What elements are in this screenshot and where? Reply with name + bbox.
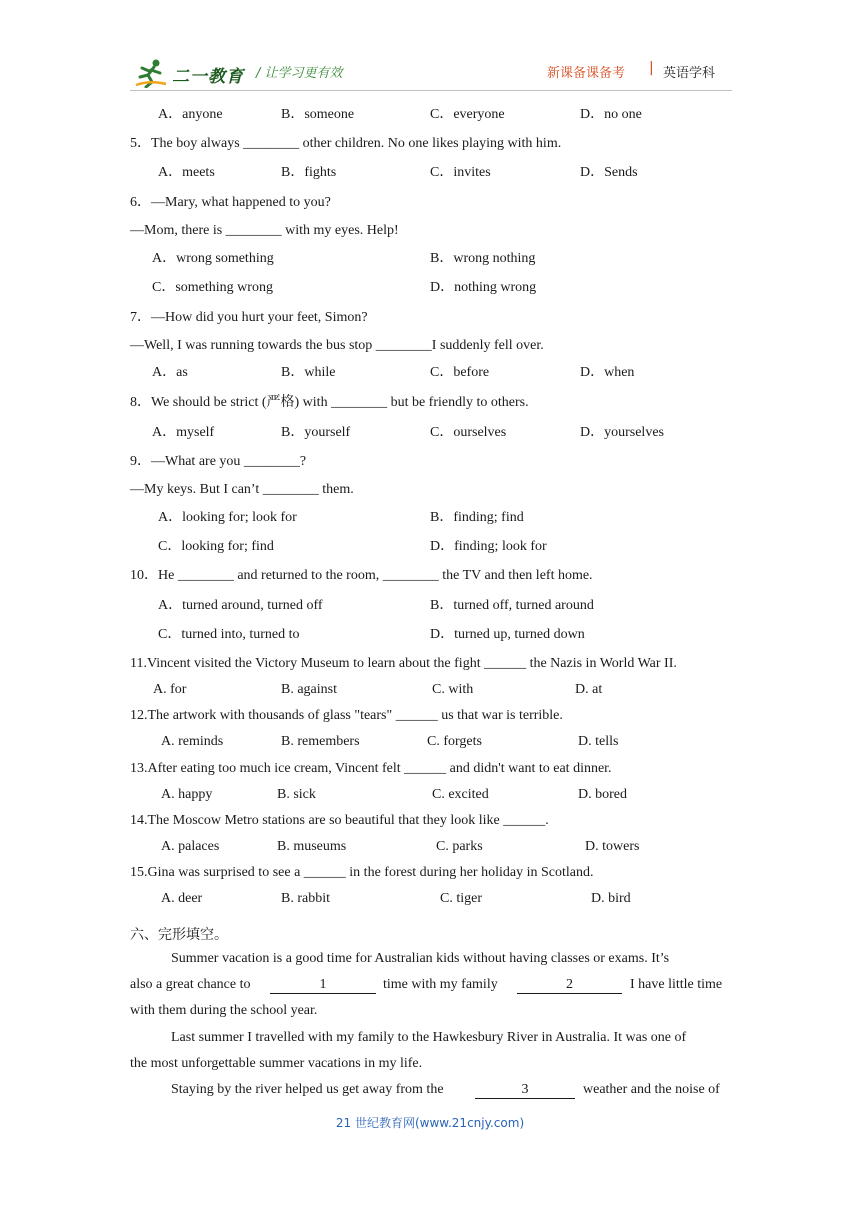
q12-stem: 12.The artwork with thousands of glass "tears" ______ us that war is terrible. [130,708,563,723]
q7-option-a: A．as [152,365,188,380]
q4-option-d: D．no one [580,107,642,122]
page-footer: 21 世纪教育网(www.21cnjy.com) [335,1116,525,1130]
q5-stem: 5．The boy always ________ other children. No one likes playing with him. [130,136,562,151]
q4-option-b: B．someone [281,107,355,122]
passage-p1-line2-c: I have little time [630,977,723,992]
q12-option-c: C. forgets [427,734,482,749]
q8-option-c: C．ourselves [430,425,507,440]
passage-p1-line2-a: also a great chance to [130,977,251,992]
q10-option-b: B．turned off, turned around [430,598,594,613]
q10-option-a: A．turned around, turned off [158,598,323,613]
q13-option-b: B. sick [277,787,316,802]
q13-option-a: A. happy [161,787,213,802]
passage-p2-line2: the most unforgettable summer vacations in my life. [130,1056,423,1071]
q15-stem: 15.Gina was surprised to see a ______ in the forest during her holiday in Scotland. [130,865,594,880]
passage-p1-line3: with them during the school year. [130,1003,318,1018]
header-tagline: 新课备课备考 [547,66,626,81]
q7-option-c: C．before [430,365,490,380]
passage-p3-line1-b: weather and the noise of [583,1082,720,1097]
q12-option-a: A. reminds [161,734,224,749]
section-title: 六、完形填空。 [130,927,228,943]
q4-option-a: A．anyone [158,107,223,122]
q14-option-c: C. parks [436,839,483,854]
q11-option-c: C. with [432,682,474,697]
q14-option-a: A. palaces [161,839,220,854]
q9-stem: 9．—What are you ________? [130,454,307,469]
q15-option-d: D. bird [591,891,631,906]
q11-option-b: B. against [281,682,337,697]
q7-stem-reply: —Well, I was running towards the bus stop ________I suddenly fell over. [130,338,544,353]
passage-p2-line1: Last summer I travelled with my family to the Hawkesbury River in Australia. It was one of [171,1030,687,1045]
q8-stem: 8．We should be strict (严格) with ________ but be friendly to others. [130,395,529,410]
page-header [0,0,860,96]
q7-option-d: D．when [580,365,635,380]
q7-option-b: B．while [281,365,336,380]
q5-option-b: B．fights [281,165,337,180]
q15-option-a: A. deer [161,891,203,906]
runner-logo-icon [134,58,168,88]
header-subject: 英语学科 [663,66,716,81]
q12-option-b: B. remembers [281,734,360,749]
q12-option-d: D. tells [578,734,619,749]
q6-option-c: C．something wrong [152,280,273,295]
passage-p1-line2-b: time with my family [383,977,498,992]
q6-option-a: A．wrong something [152,251,274,266]
q9-option-b: B．finding; find [430,510,524,525]
q11-option-d: D. at [575,682,603,697]
q9-option-a: A．looking for; look for [158,510,297,525]
q4-option-c: C．everyone [430,107,505,122]
q14-stem: 14.The Moscow Metro stations are so beautiful that they look like ______. [130,813,549,828]
passage-p1-line1: Summer vacation is a good time for Australian kids without having classes or exams. It’s [171,951,670,966]
q5-option-a: A．meets [158,165,215,180]
q8-option-b: B．yourself [281,425,351,440]
q7-stem: 7．—How did you hurt your feet, Simon? [130,310,368,325]
q9-stem-reply: —My keys. But I can’t ________ them. [130,482,354,497]
q11-option-a: A. for [153,682,187,697]
q13-option-c: C. excited [432,787,489,802]
q6-option-b: B．wrong nothing [430,251,536,266]
q5-option-d: D．Sends [580,165,638,180]
q14-option-b: B. museums [277,839,347,854]
q9-option-c: C．looking for; find [158,539,274,554]
q10-option-c: C．turned into, turned to [158,627,300,642]
q10-stem: 10．He ________ and returned to the room, ________ the TV and then left home. [130,568,593,583]
q13-stem: 13.After eating too much ice cream, Vincent felt ______ and didn't want to eat dinner. [130,761,612,776]
q6-option-d: D．nothing wrong [430,280,537,295]
header-separator: | [649,60,654,76]
q8-option-a: A．myself [152,425,215,440]
logo-text: 二一教育 [172,67,244,87]
q6-stem: 6．—Mary, what happened to you? [130,195,331,210]
q15-option-b: B. rabbit [281,891,330,906]
header-divider [130,90,732,91]
q9-option-d: D．finding; look for [430,539,547,554]
q14-option-d: D. towers [585,839,640,854]
slogan: / 让学习更有效 [256,66,343,81]
q13-option-d: D. bored [578,787,627,802]
q5-option-c: C．invites [430,165,491,180]
q11-stem: 11.Vincent visited the Victory Museum to learn about the fight ______ the Nazis in World War II. [130,656,677,671]
passage-p3-line1-a: Staying by the river helped us get away from the [171,1082,444,1097]
q6-stem-reply: —Mom, there is ________ with my eyes. Help! [130,223,399,238]
q15-option-c: C. tiger [440,891,482,906]
q8-option-d: D．yourselves [580,425,664,440]
blank-2: 2 [517,977,622,994]
q10-option-d: D．turned up, turned down [430,627,585,642]
blank-1: 1 [270,977,376,994]
blank-3: 3 [475,1082,575,1099]
